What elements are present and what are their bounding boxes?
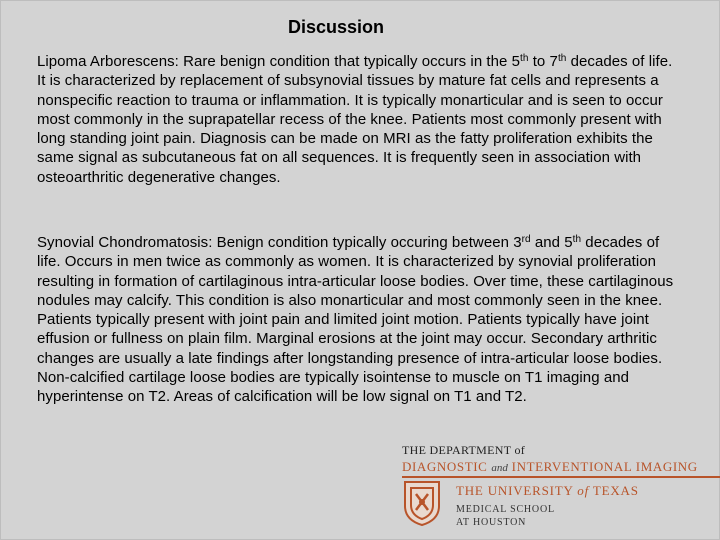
p2-text-mid: and 5: [530, 234, 573, 251]
p1-text-mid: to 7: [528, 53, 558, 70]
paragraph-synovial-chondromatosis: [37, 233, 682, 407]
slide-title: Discussion: [287, 17, 385, 37]
university-name: [456, 483, 639, 499]
department-logo: [402, 443, 698, 475]
school-name: MEDICAL SCHOOL: [456, 504, 555, 515]
department-name-part2: INTERVENTIONAL IMAGING: [511, 459, 698, 474]
p1-text-end: decades of life. It is characterized by replacement of subsynovial tissues by mature fat cells and represents a nonspecific reaction to trauma or inflammation. It is typically monarticular and is seen to occur most commonly in the suprapatellar recess of the knee. Patients most commonly present with long standing joint pain. Diagnosis can be made on MRI as the fatty proliferation exhibits the same signal as subcutaneous fat on all sequences. It is frequently seen in association with osteoarthritic degenerative changes.: [37, 53, 673, 186]
p2-superscript-1: rd: [521, 234, 531, 245]
paragraph-lipoma-arborescens: [37, 52, 682, 187]
department-name: [402, 459, 698, 475]
p2-superscript-2: th: [572, 234, 582, 245]
university-seal-icon: [403, 480, 441, 526]
p1-superscript-2: th: [557, 53, 567, 64]
university-name-part2: TEXAS: [592, 483, 639, 498]
logo-divider: [402, 476, 720, 478]
university-name-part1: THE UNIVERSITY: [456, 483, 574, 498]
school-location: AT HOUSTON: [456, 517, 527, 528]
department-label: THE DEPARTMENT of: [402, 443, 526, 457]
medical-school-label: [456, 503, 555, 529]
department-name-and: and: [491, 462, 508, 474]
university-name-of: of: [577, 483, 590, 498]
p2-text-start: Synovial Chondromatosis: Benign condition typically occuring between 3: [37, 234, 522, 251]
p2-text-end: decades of life. Occurs in men twice as commonly as women. It is characterized by synovial proliferation resulting in formation of cartilaginous intra-articular loose bodies. Over time, these cartilaginous nodules may calcify. This condition is also monarticular and most commonly seen in the knee. Patients typically present with joint pain and limited joint motion. Patients typically have joint effusion or fullness on plain film. Marginal erosions at the joint may occur. Secondary arthritic changes are usually a late findings after longstanding presence of intra-articular loose bodies. Non-calcified cartilage loose bodies are typically isointense to muscle on T1 imaging and hyperintense on T2. Areas of calcification will be low signal on T1 and T2.: [37, 234, 674, 406]
p1-text-start: Lipoma Arborescens: Rare benign condition that typically occurs in the 5: [37, 53, 521, 70]
p1-superscript-1: th: [520, 53, 529, 64]
department-name-part1: DIAGNOSTIC: [402, 459, 488, 474]
